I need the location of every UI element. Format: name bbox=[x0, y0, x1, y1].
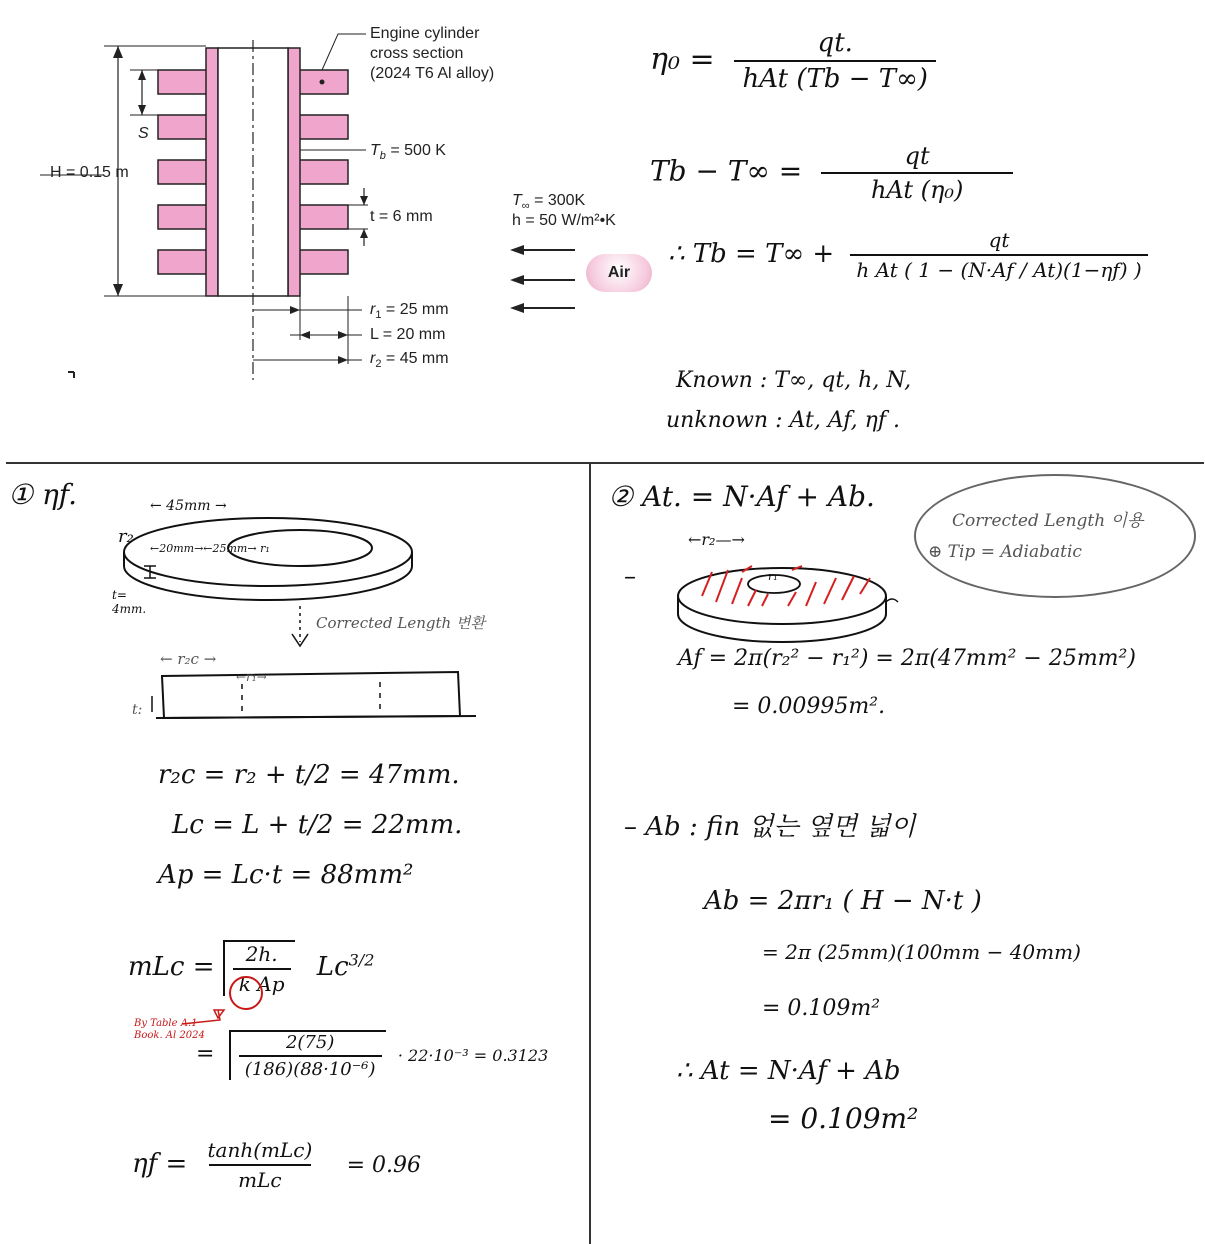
fin-disk-sketch bbox=[0, 466, 588, 746]
eq-ab-3: = 0.109m² bbox=[762, 996, 881, 1021]
eq-at-value: = 0.109m² bbox=[768, 1102, 919, 1135]
r2-dim-label: ← 45mm → bbox=[150, 498, 227, 514]
eq-mlc: mLc = $\frac{2h.}{\text{k Ap}}$ $Lc^{3/2}$ bbox=[128, 942, 375, 996]
eq-mlc-calc: = $\frac{2(75)}{\text{(186)(88·10⁻⁶)}}$ · 22·10⁻³ = 0.3123 bbox=[196, 1032, 549, 1080]
table-note: By Table A.1 Book. Al 2024 bbox=[134, 1018, 205, 1041]
r2-label: $r_2 = 45$ mm bbox=[370, 350, 449, 371]
eq-ab-2: = 2π (25mm)(100mm − 40mm) bbox=[762, 940, 1081, 964]
cylinder-wall-left bbox=[206, 48, 218, 296]
eta0-equation: η₀ = $\frac{qt.}{\text{hAt (Tb − T∞)}}$ bbox=[650, 28, 936, 94]
eq-etaf: ηf = $\frac{\text{tanh(mLc)}}{\text{mLc}}$ = 0.96 bbox=[132, 1138, 421, 1192]
eq-ap: Ap = Lc·t = 88mm² bbox=[158, 860, 414, 890]
eq-lc: Lc = L + t/2 = 22mm. bbox=[172, 810, 463, 840]
h-coeff-label: h = 50 W/m²•K bbox=[512, 212, 616, 229]
bubble-line-2: ⊕ Tip = Adiabatic bbox=[928, 542, 1082, 562]
eq-af-value: = 0.00995m². bbox=[732, 694, 886, 719]
bubble-line-1: Corrected Length 이용 bbox=[952, 511, 1144, 531]
eq-at: ∴ At = N·Af + Ab bbox=[676, 1056, 901, 1086]
diagram-title: Engine cylinder cross section (2024 T6 Al alloy) bbox=[370, 25, 495, 82]
eq-af: Af = 2π(r₂² − r₁²) = 2π(47mm² − 25mm²) bbox=[678, 646, 1136, 671]
l-label: L = 20 mm bbox=[370, 326, 446, 343]
dash-marker: – bbox=[624, 562, 636, 590]
cylinder-diagram bbox=[0, 0, 660, 430]
left-section bbox=[0, 466, 588, 1244]
vertical-divider bbox=[589, 464, 591, 1244]
t-thickness-label: t= 4mm. bbox=[112, 588, 147, 616]
corrected-length-note: Corrected Length 변환 bbox=[316, 614, 485, 632]
inner-dim-label: ←20mm→←25mm→ r₁ bbox=[150, 542, 270, 555]
t-label: t = 6 mm bbox=[370, 208, 433, 225]
tinf-label: $T_\infty = 300K$ bbox=[512, 192, 586, 213]
s-label: S bbox=[138, 125, 149, 142]
ab-heading: – Ab : fin 없는 옆면 넓이 bbox=[624, 812, 916, 842]
horizontal-divider bbox=[6, 462, 1204, 464]
air-badge: Air bbox=[586, 254, 652, 292]
r1-label: $r_1 = 25$ mm bbox=[370, 301, 449, 322]
left-heading: ① ηf. bbox=[8, 478, 78, 511]
r2-dim-right: ←r₂—→ bbox=[688, 530, 745, 549]
k-highlight-circle bbox=[229, 976, 263, 1010]
t-side-label: t: bbox=[132, 702, 143, 718]
h-label: H = 0.15 m bbox=[50, 164, 129, 181]
r2-side-label: r₂ bbox=[118, 526, 134, 547]
tb-minus-tinf-equation: Tb − T∞ = $\frac{qt}{\text{hAt (η₀)}}$ bbox=[650, 142, 1013, 204]
right-heading: ② At. = N·Af + Ab. bbox=[608, 480, 875, 513]
tb-final-equation: ∴ Tb = T∞ + $\frac{qt}{\text{h At ( 1 − (N·Af / At)(1−ηf) )}}$ bbox=[668, 228, 1148, 282]
fin-area-sketch bbox=[592, 466, 1205, 666]
cylinder-wall-right bbox=[288, 48, 300, 296]
eq-ab-1: Ab = 2πr₁ ( H − N·t ) bbox=[704, 886, 982, 916]
eq-r2c: r₂c = r₂ + t/2 = 47mm. bbox=[158, 760, 460, 790]
tb-label: $T_b = 500$ K bbox=[370, 142, 446, 163]
top-notes bbox=[640, 10, 1200, 450]
unknown-line: unknown : At, Af, ηf . bbox=[666, 408, 900, 433]
known-line: Known : T∞, qt, h, N, bbox=[676, 368, 912, 393]
r1-label-right: r₁ bbox=[768, 570, 778, 583]
r2c-dim-label: ← r₂c → bbox=[160, 650, 217, 668]
r1-dim-label: ←r₁→ bbox=[236, 670, 267, 684]
right-section bbox=[592, 466, 1205, 1244]
